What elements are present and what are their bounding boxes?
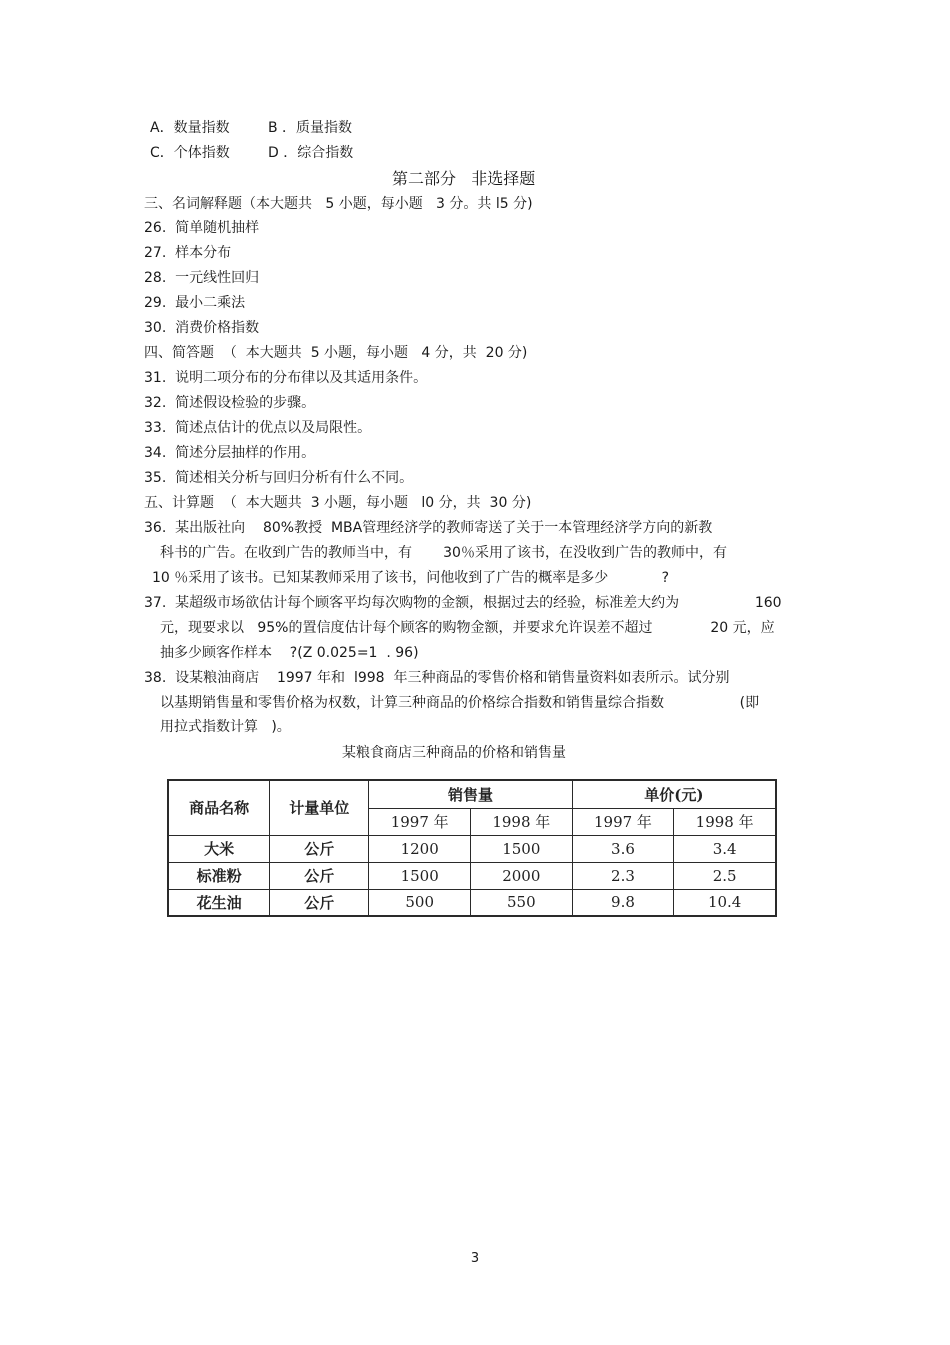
table-row: [168, 889, 776, 916]
option-d: D ．综合指数: [268, 145, 354, 161]
question-item: 32. 简述假设检验的步骤。: [144, 395, 316, 411]
header-unit: 计量单位: [270, 780, 369, 835]
cell-quantity-1997: 1200: [369, 835, 471, 862]
question-item: 34. 简述分层抽样的作用。: [144, 445, 316, 461]
cell-unit: 公斤: [270, 862, 369, 889]
option-c: C．个体指数: [150, 145, 230, 161]
cell-price-1997: 3.6: [572, 835, 674, 862]
header-sales-volume: 销售量: [369, 780, 572, 808]
question-item: 27. 样本分布: [144, 245, 232, 261]
price-sales-table: [167, 779, 777, 917]
cell-product: 大米: [168, 835, 270, 862]
question-item: 30. 消费价格指数: [144, 320, 260, 336]
table-row: [168, 835, 776, 862]
question-item: 35. 简述相关分析与回归分析有什么不同。: [144, 470, 414, 486]
header-product-name: 商品名称: [168, 780, 270, 835]
cell-price-1998: 10.4: [674, 889, 776, 916]
question-item: 31. 说明二项分布的分布律以及其适用条件。: [144, 370, 428, 386]
header-year: 1998 年: [471, 808, 573, 835]
cell-quantity-1998: 1500: [471, 835, 573, 862]
question-item: 26. 简单随机抽样: [144, 220, 260, 236]
option-a: A．数量指数: [150, 120, 230, 136]
cell-unit: 公斤: [270, 889, 369, 916]
header-year: 1997 年: [572, 808, 674, 835]
cell-price-1998: 2.5: [674, 862, 776, 889]
page-number: 3: [470, 1251, 480, 1266]
question-36-line3: 10 ％采用了该书。已知某教师采用了该书，问他收到了广告的概率是多少 ?: [152, 570, 670, 586]
cell-price-1997: 9.8: [572, 889, 674, 916]
cell-product: 标准粉: [168, 862, 270, 889]
cell-quantity-1998: 2000: [471, 862, 573, 889]
question-38-line2: 以基期销售量和零售价格为权数，计算三种商品的价格综合指数和销售量综合指数 (即: [160, 695, 760, 711]
question-37-line3: 抽多少顾客作样本 ?(Z 0.025=1 . 96): [160, 645, 419, 661]
table-caption: 某粮食商店三种商品的价格和销售量: [342, 745, 566, 761]
cell-price-1998: 3.4: [674, 835, 776, 862]
header-year: 1998 年: [674, 808, 776, 835]
section3-heading: 三、名词解释题（本大题共 5 小题，每小题 3 分。共 l5 分): [144, 196, 533, 212]
header-unit-price: 单价(元): [572, 780, 776, 808]
question-36-line2: 科书的广告。在收到广告的教师当中，有 30％采用了该书，在没收到广告的教师中，有: [160, 545, 727, 561]
question-item: 28. 一元线性回归: [144, 270, 260, 286]
question-38-line1: 38. 设某粮油商店 1997 年和 l998 年三种商品的零售价格和销售量资料如表所示。试分别: [144, 670, 730, 686]
header-year: 1997 年: [369, 808, 471, 835]
cell-quantity-1997: 500: [369, 889, 471, 916]
cell-price-1997: 2.3: [572, 862, 674, 889]
section4-heading: 四、简答题 （ 本大题共 5 小题，每小题 4 分，共 20 分): [144, 345, 528, 361]
option-b: B ．质量指数: [268, 120, 353, 136]
part-title: 第二部分 非选择题: [392, 169, 536, 188]
section5-heading: 五、计算题 （ 本大题共 3 小题，每小题 l0 分，共 30 分): [144, 495, 532, 511]
question-36-line1: 36. 某出版社向 80%教授 MBA管理经济学的教师寄送了关于一本管理经济学方向的新教: [144, 520, 713, 536]
cell-product: 花生油: [168, 889, 270, 916]
question-37-line2: 元，现要求以 95%的置信度估计每个顾客的购物金额，并要求允许误差不超过 20 元，应: [160, 620, 775, 636]
table-row: [168, 862, 776, 889]
question-38-line3: 用拉式指数计算 )。: [160, 719, 291, 735]
question-item: 29. 最小二乘法: [144, 295, 246, 311]
cell-quantity-1997: 1500: [369, 862, 471, 889]
cell-quantity-1998: 550: [471, 889, 573, 916]
question-37-line1: 37. 某超级市场欲估计每个顾客平均每次购物的金额，根据过去的经验，标准差大约为 160: [144, 595, 782, 611]
question-item: 33. 简述点估计的优点以及局限性。: [144, 420, 372, 436]
cell-unit: 公斤: [270, 835, 369, 862]
